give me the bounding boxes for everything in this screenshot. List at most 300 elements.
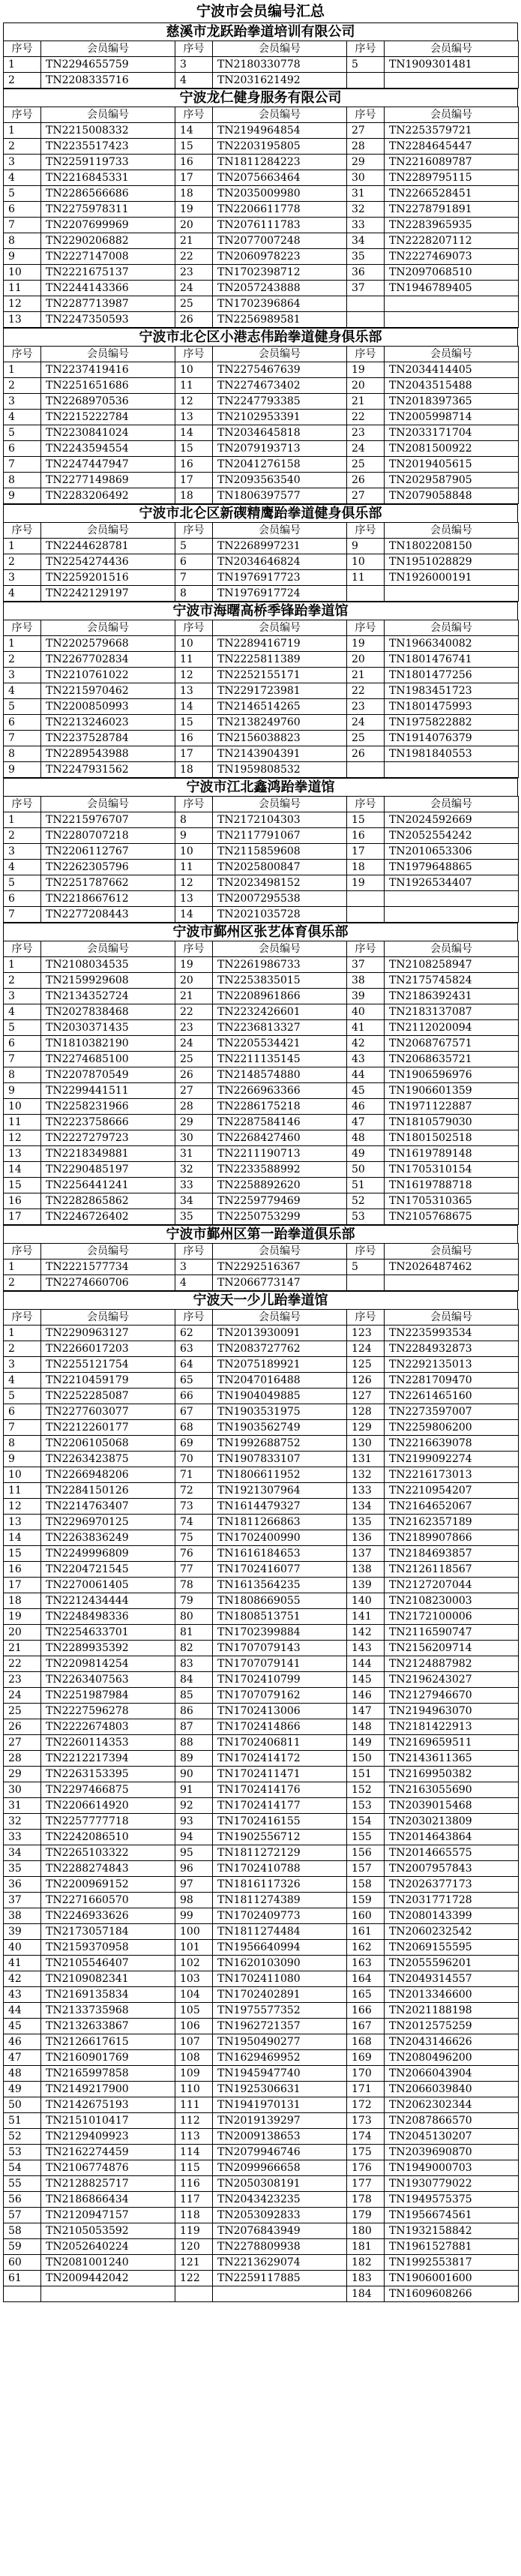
member-id: TN2052554242 [385, 828, 519, 844]
row-index: 123 [347, 1326, 385, 1341]
member-id: TN2266017203 [41, 1341, 175, 1357]
row-index: 20 [175, 973, 213, 989]
row-index: 166 [347, 2003, 385, 2019]
header-member-id: 会员编号 [385, 797, 519, 812]
row-index: 97 [175, 1877, 213, 1893]
row-index: 23 [175, 1020, 213, 1036]
table-row [4, 1940, 519, 1956]
row-index: 7 [4, 907, 41, 923]
row-index: 40 [4, 1940, 41, 1956]
member-id: TN2228207112 [385, 233, 519, 249]
table-row [4, 746, 519, 762]
row-index: 71 [175, 1467, 213, 1483]
row-index: 46 [4, 2034, 41, 2050]
member-id: TN2014665575 [385, 1845, 519, 1861]
club-section [0, 602, 521, 778]
member-id: TN2271660570 [41, 1893, 175, 1908]
member-id: TN2289543988 [41, 746, 175, 762]
member-id: TN2258892620 [213, 1178, 347, 1193]
row-index: 79 [175, 1593, 213, 1609]
member-id: TN2213246023 [41, 715, 175, 731]
member-id: TN1619788718 [385, 1178, 519, 1193]
row-index: 8 [175, 812, 213, 828]
row-index: 6 [4, 715, 41, 731]
row-index: 29 [175, 1115, 213, 1130]
member-id: TN1702416155 [213, 1814, 347, 1830]
club-title: 宁波市海曙高桥季锋跆拳道馆 [3, 602, 518, 620]
row-index: 149 [347, 1735, 385, 1751]
row-index: 9 [4, 1452, 41, 1467]
member-id: TN2216173013 [385, 1467, 519, 1483]
row-index: 2 [4, 973, 41, 989]
member-id: TN1702414176 [213, 1782, 347, 1798]
member-id: TN1613564235 [213, 1578, 347, 1593]
row-index: 160 [347, 1908, 385, 1924]
header-index: 序号 [347, 941, 385, 957]
member-id [385, 296, 519, 312]
member-id: TN2034646824 [213, 554, 347, 570]
row-index: 18 [175, 186, 213, 202]
row-index: 105 [175, 2003, 213, 2019]
member-id: TN1702396864 [213, 296, 347, 312]
member-id: TN2180330778 [213, 57, 347, 73]
member-id: TN2169135834 [41, 1987, 175, 2003]
member-id: TN1702406811 [213, 1735, 347, 1751]
row-index: 110 [175, 2082, 213, 2097]
member-id: TN2027838468 [41, 1004, 175, 1020]
member-id: TN1949000703 [385, 2160, 519, 2176]
row-index: 7 [4, 1052, 41, 1067]
member-id: TN2066043904 [385, 2066, 519, 2082]
header-index: 序号 [347, 41, 385, 57]
row-index: 25 [175, 296, 213, 312]
header-member-id: 会员编号 [213, 1244, 347, 1259]
row-index: 48 [4, 2066, 41, 2082]
member-table [3, 941, 519, 1225]
member-id: TN2246726402 [41, 1209, 175, 1225]
member-id: TN1962721357 [213, 2019, 347, 2034]
member-id: TN2060978223 [213, 249, 347, 265]
table-row [4, 2034, 519, 2050]
row-index: 21 [347, 394, 385, 410]
member-id: TN2060232542 [385, 1924, 519, 1940]
table-row [4, 186, 519, 202]
table-row [4, 123, 519, 139]
member-id [385, 907, 519, 923]
row-index: 27 [4, 1735, 41, 1751]
member-id: TN1811274389 [213, 1893, 347, 1908]
row-index: 167 [347, 2019, 385, 2034]
member-id: TN2041276158 [213, 457, 347, 473]
member-id: TN2223758666 [41, 1115, 175, 1130]
member-id: TN2124887982 [385, 1656, 519, 1672]
member-id: TN1904049885 [213, 1389, 347, 1404]
row-index: 17 [175, 746, 213, 762]
table-row [4, 539, 519, 554]
row-index: 9 [4, 249, 41, 265]
row-index: 49 [4, 2082, 41, 2097]
row-index: 182 [347, 2255, 385, 2271]
member-id: TN2278809938 [213, 2239, 347, 2255]
member-id: TN2227279723 [41, 1130, 175, 1146]
member-id: TN2138249760 [213, 715, 347, 731]
row-index: 4 [4, 1373, 41, 1389]
row-index: 161 [347, 1924, 385, 1940]
member-id: TN1806397577 [213, 488, 347, 504]
table-row [4, 1688, 519, 1704]
member-id: TN1702416077 [213, 1562, 347, 1578]
member-id: TN1614479327 [213, 1499, 347, 1515]
member-id: TN2215976707 [41, 812, 175, 828]
row-index: 26 [347, 473, 385, 488]
member-id: TN2052640224 [41, 2239, 175, 2255]
row-index: 24 [347, 715, 385, 731]
member-id: TN1950490277 [213, 2034, 347, 2050]
header-index: 序号 [4, 1244, 41, 1259]
row-index: 75 [175, 1530, 213, 1546]
member-id: TN1707079162 [213, 1688, 347, 1704]
member-id: TN2076111783 [213, 218, 347, 233]
row-index: 4 [4, 860, 41, 875]
row-index: 39 [347, 989, 385, 1004]
row-index: 3 [4, 394, 41, 410]
header-member-id: 会员编号 [385, 620, 519, 636]
row-index: 88 [175, 1735, 213, 1751]
row-index: 99 [175, 1908, 213, 1924]
row-index: 22 [347, 683, 385, 699]
member-id: TN2221675137 [41, 265, 175, 281]
member-id: TN2216639078 [385, 1436, 519, 1452]
row-index: 63 [175, 1341, 213, 1357]
member-id: TN2172100006 [385, 1609, 519, 1625]
member-id: TN2282865862 [41, 1193, 175, 1209]
member-id: TN2025800847 [213, 860, 347, 875]
member-id: TN1909301481 [385, 57, 519, 73]
member-id: TN2258231966 [41, 1099, 175, 1115]
member-id: TN2189907866 [385, 1530, 519, 1546]
row-index: 5 [4, 699, 41, 715]
row-index: 38 [347, 973, 385, 989]
row-index: 74 [175, 1515, 213, 1530]
row-index: 14 [175, 907, 213, 923]
member-id: TN2184693857 [385, 1546, 519, 1562]
row-index: 140 [347, 1593, 385, 1609]
row-index: 172 [347, 2097, 385, 2113]
row-index: 30 [347, 170, 385, 186]
member-id: TN2218667612 [41, 891, 175, 907]
member-id: TN2242086510 [41, 1830, 175, 1845]
table-row [4, 1036, 519, 1052]
row-index: 104 [175, 1987, 213, 2003]
member-id: TN2164652067 [385, 1499, 519, 1515]
member-id: TN2163055690 [385, 1782, 519, 1798]
header-member-id: 会员编号 [213, 797, 347, 812]
table-row [4, 2145, 519, 2160]
row-index: 52 [4, 2129, 41, 2145]
row-index: 72 [175, 1483, 213, 1499]
table-row [4, 1146, 519, 1162]
table-row [4, 812, 519, 828]
member-id: TN1808669055 [213, 1593, 347, 1609]
row-index: 12 [4, 296, 41, 312]
member-id: TN2237528784 [41, 731, 175, 746]
member-id: TN2068767571 [385, 1036, 519, 1052]
header-index: 序号 [347, 107, 385, 123]
row-index: 19 [175, 202, 213, 218]
member-id: TN2289795115 [385, 170, 519, 186]
row-index: 169 [347, 2050, 385, 2066]
row-index: 29 [4, 1767, 41, 1782]
table-row [4, 1515, 519, 1530]
member-table [3, 107, 519, 328]
row-index: 22 [347, 410, 385, 425]
table-row [4, 875, 519, 891]
member-id: TN2068635721 [385, 1052, 519, 1067]
table-row [4, 2097, 519, 2113]
member-id: TN2256989581 [213, 312, 347, 328]
row-index: 139 [347, 1578, 385, 1593]
row-index: 58 [4, 2223, 41, 2239]
member-id: TN2270061405 [41, 1578, 175, 1593]
member-id: TN1983451723 [385, 683, 519, 699]
table-row [4, 1641, 519, 1656]
row-index: 54 [4, 2160, 41, 2176]
row-index: 66 [175, 1389, 213, 1404]
row-index: 5 [4, 1389, 41, 1404]
header-member-id: 会员编号 [385, 941, 519, 957]
row-index: 28 [347, 139, 385, 155]
row-index: 108 [175, 2050, 213, 2066]
row-index: 5 [4, 875, 41, 891]
header-member-id: 会员编号 [213, 41, 347, 57]
row-index: 86 [175, 1704, 213, 1719]
member-id: TN2266963366 [213, 1083, 347, 1099]
row-index: 33 [175, 1178, 213, 1193]
row-index: 35 [175, 1209, 213, 1225]
member-id: TN2218349881 [41, 1146, 175, 1162]
row-index: 136 [347, 1530, 385, 1546]
member-id: TN2237419416 [41, 362, 175, 378]
row-index: 16 [4, 1193, 41, 1209]
member-id: TN1806611952 [213, 1467, 347, 1483]
row-index: 131 [347, 1452, 385, 1467]
row-index: 22 [4, 1656, 41, 1672]
row-index: 16 [175, 457, 213, 473]
row-index: 3 [175, 1259, 213, 1275]
row-index: 11 [4, 281, 41, 296]
member-id: TN2207699969 [41, 218, 175, 233]
member-id: TN2159929608 [41, 973, 175, 989]
row-index: 67 [175, 1404, 213, 1420]
member-id: TN2030213809 [385, 1814, 519, 1830]
table-row [4, 202, 519, 218]
member-id: TN2204721545 [41, 1562, 175, 1578]
row-index: 3 [4, 1357, 41, 1373]
table-row [4, 1162, 519, 1178]
member-id: TN1945947740 [213, 2066, 347, 2082]
row-index: 2 [4, 554, 41, 570]
row-index: 153 [347, 1798, 385, 1814]
member-id: TN2259117885 [213, 2271, 347, 2286]
row-index: 76 [175, 1546, 213, 1562]
row-index: 10 [175, 362, 213, 378]
member-id: TN1903562749 [213, 1420, 347, 1436]
header-index: 序号 [175, 107, 213, 123]
row-index: 18 [347, 860, 385, 875]
table-row [4, 2082, 519, 2097]
header-member-id: 会员编号 [41, 523, 175, 539]
member-id: TN2290963127 [41, 1326, 175, 1341]
table-row [4, 1751, 519, 1767]
member-id: TN2255121754 [41, 1357, 175, 1373]
table-row [4, 1798, 519, 1814]
row-index: 23 [175, 265, 213, 281]
row-index: 42 [4, 1971, 41, 1987]
row-index: 27 [347, 123, 385, 139]
member-id: TN2156209714 [385, 1641, 519, 1656]
row-index: 25 [347, 731, 385, 746]
member-id: TN2108258947 [385, 957, 519, 973]
header-member-id: 会员编号 [41, 797, 175, 812]
member-id: TN2266528451 [385, 186, 519, 202]
row-index: 61 [4, 2271, 41, 2286]
member-id: TN2205534421 [213, 1036, 347, 1052]
row-index: 106 [175, 2019, 213, 2034]
row-index: 53 [347, 1209, 385, 1225]
row-index: 13 [175, 410, 213, 425]
member-id: TN2079058848 [385, 488, 519, 504]
header-index: 序号 [175, 523, 213, 539]
row-index: 103 [175, 1971, 213, 1987]
row-index: 27 [175, 1083, 213, 1099]
member-id: TN2053092833 [213, 2208, 347, 2223]
member-id: TN2134352724 [41, 989, 175, 1004]
table-row [4, 394, 519, 410]
header-member-id: 会员编号 [385, 41, 519, 57]
row-index: 18 [4, 1593, 41, 1609]
header-member-id: 会员编号 [213, 107, 347, 123]
row-index: 32 [347, 202, 385, 218]
row-index: 4 [4, 1004, 41, 1020]
member-id: TN1620103090 [213, 1956, 347, 1971]
table-row [4, 1609, 519, 1625]
table-row [4, 1483, 519, 1499]
table-row [4, 1341, 519, 1357]
row-index: 80 [175, 1609, 213, 1625]
table-row [4, 1971, 519, 1987]
club-section [0, 1291, 521, 2302]
member-id: TN2108034535 [41, 957, 175, 973]
member-id: TN1976917723 [213, 570, 347, 586]
member-id: TN1802208150 [385, 539, 519, 554]
row-index: 32 [4, 1814, 41, 1830]
member-id: TN2291723981 [213, 683, 347, 699]
club-title: 宁波市鄞州区第一跆拳道俱乐部 [3, 1225, 518, 1243]
table-row [4, 249, 519, 265]
row-index: 41 [4, 1956, 41, 1971]
header-index: 序号 [4, 941, 41, 957]
member-id: TN2021035728 [213, 907, 347, 923]
member-id: TN1801476741 [385, 652, 519, 668]
member-id: TN2210459179 [41, 1373, 175, 1389]
member-id: TN2263423875 [41, 1452, 175, 1467]
table-row [4, 1275, 519, 1291]
row-index: 173 [347, 2113, 385, 2129]
row-index: 20 [347, 652, 385, 668]
member-id: TN2232426601 [213, 1004, 347, 1020]
header-member-id: 会员编号 [41, 620, 175, 636]
member-id: TN2208961866 [213, 989, 347, 1004]
member-id: TN1966340082 [385, 636, 519, 652]
row-index: 26 [347, 746, 385, 762]
member-id: TN2284932873 [385, 1341, 519, 1357]
row-index: 37 [347, 957, 385, 973]
table-row [4, 636, 519, 652]
row-index: 7 [4, 731, 41, 746]
row-index: 15 [4, 1178, 41, 1193]
member-id: TN2143611365 [385, 1751, 519, 1767]
member-id: TN2236813327 [213, 1020, 347, 1036]
row-index: 121 [175, 2255, 213, 2271]
row-index: 31 [347, 186, 385, 202]
row-index: 150 [347, 1751, 385, 1767]
member-id: TN1925306631 [213, 2082, 347, 2097]
member-id: TN2079193713 [213, 441, 347, 457]
row-index: 3 [175, 57, 213, 73]
member-id: TN2222674803 [41, 1719, 175, 1735]
table-row [4, 1067, 519, 1083]
table-row [4, 1499, 519, 1515]
header-member-id: 会员编号 [41, 941, 175, 957]
row-index: 30 [175, 1130, 213, 1146]
table-row [4, 1452, 519, 1467]
member-id: TN2156038823 [213, 731, 347, 746]
row-index: 36 [4, 1877, 41, 1893]
row-index: 6 [4, 1404, 41, 1420]
header-row [4, 107, 519, 123]
table-row [4, 1178, 519, 1193]
member-id: TN2029587905 [385, 473, 519, 488]
row-index: 1 [4, 1326, 41, 1341]
table-row [4, 1083, 519, 1099]
member-id: TN2247350593 [41, 312, 175, 328]
member-id: TN2251651686 [41, 378, 175, 394]
row-index: 19 [347, 636, 385, 652]
member-id: TN1949575375 [385, 2192, 519, 2208]
member-id: TN2277149869 [41, 473, 175, 488]
member-id: TN1811284223 [213, 155, 347, 170]
member-id: TN2007295538 [213, 891, 347, 907]
member-id: TN2283206492 [41, 488, 175, 504]
member-id: TN2019139297 [213, 2113, 347, 2129]
row-index: 16 [175, 155, 213, 170]
row-index: 155 [347, 1830, 385, 1845]
member-id: TN2050308191 [213, 2176, 347, 2192]
member-id: TN1926000191 [385, 570, 519, 586]
member-id: TN2079946746 [213, 2145, 347, 2160]
row-index: 119 [175, 2223, 213, 2239]
row-index: 133 [347, 1483, 385, 1499]
member-id [385, 73, 519, 89]
club-title: 慈溪市龙跃跆拳道培训有限公司 [3, 23, 518, 41]
member-id: TN1951028829 [385, 554, 519, 570]
header-index: 序号 [175, 41, 213, 57]
member-id: TN1907833107 [213, 1452, 347, 1467]
member-id: TN2292135013 [385, 1357, 519, 1373]
row-index: 18 [175, 488, 213, 504]
row-index: 93 [175, 1814, 213, 1830]
member-id: TN2181422913 [385, 1719, 519, 1735]
